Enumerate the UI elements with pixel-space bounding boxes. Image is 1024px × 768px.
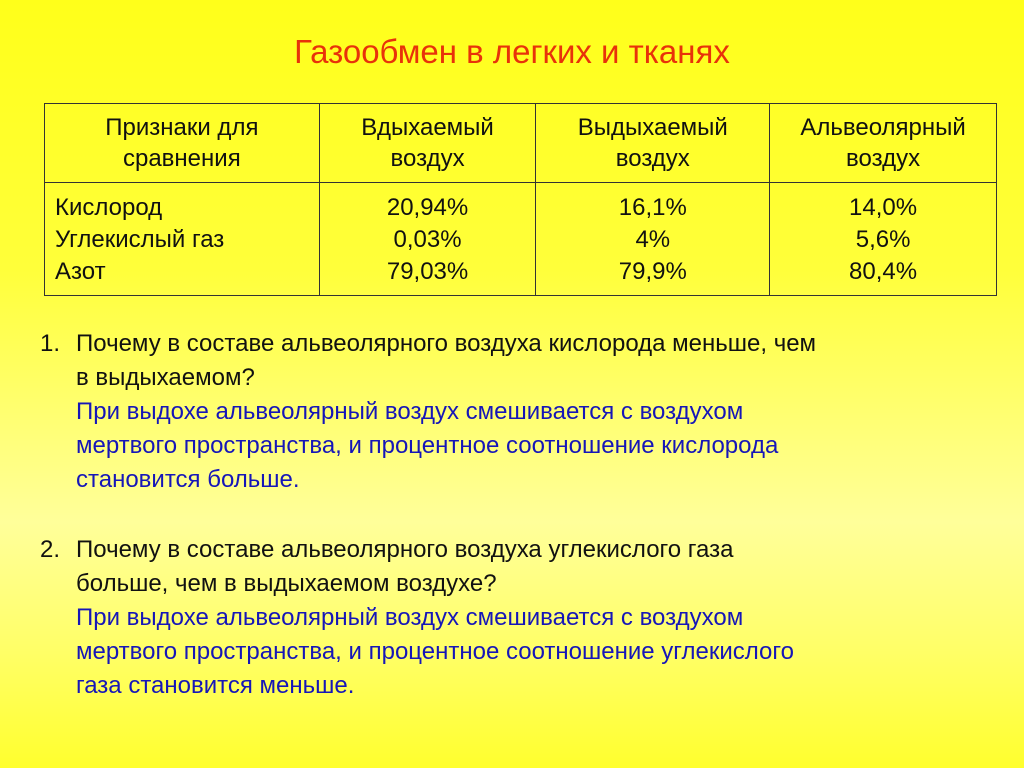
gas-name-nitrogen: Азот <box>55 258 106 285</box>
inhaled-values-cell <box>319 183 536 296</box>
answer-line: мертвого пространства, и процентное соотношение кислорода <box>76 432 779 459</box>
question-block-1 <box>40 327 1000 497</box>
header-inhaled-air <box>319 104 536 183</box>
question-text <box>76 533 1000 601</box>
header-line: Выдыхаемый <box>577 114 728 141</box>
header-line: воздух <box>615 145 690 172</box>
header-line: воздух <box>390 145 465 172</box>
header-line: воздух <box>846 145 921 172</box>
alveolar-nitrogen-value: 80,4% <box>849 258 918 285</box>
table-header-row <box>45 104 997 183</box>
slide-title: Газообмен в легких и тканях <box>294 33 730 70</box>
exhaled-oxygen-value: 16,1% <box>618 194 687 221</box>
question-line: в выдыхаемом? <box>76 364 255 391</box>
header-line: Альвеолярный <box>800 114 966 141</box>
question-1 <box>40 327 1000 395</box>
gas-names-cell <box>45 183 320 296</box>
answer-line: При выдохе альвеолярный воздух смешивается с воздухом <box>76 398 744 425</box>
alveolar-oxygen-value: 14,0% <box>849 194 918 221</box>
header-line: сравнения <box>122 145 241 172</box>
answer-1 <box>76 395 1000 497</box>
question-number: 1. <box>40 330 61 357</box>
header-line: Вдыхаемый <box>361 114 494 141</box>
question-text <box>76 327 1000 395</box>
question-line: Почему в составе альвеолярного воздуха углекислого газа <box>76 536 734 563</box>
table-row <box>45 183 997 296</box>
question-block-2 <box>40 533 1000 703</box>
alveolar-values-cell <box>770 183 997 296</box>
header-line: Признаки для <box>105 114 259 141</box>
alveolar-co2-value: 5,6% <box>855 226 911 253</box>
answer-line: При выдохе альвеолярный воздух смешивается с воздухом <box>76 604 744 631</box>
exhaled-co2-value: 4% <box>635 226 671 253</box>
question-2 <box>40 533 1000 601</box>
gas-comparison-table <box>44 103 997 296</box>
inhaled-nitrogen-value: 79,03% <box>386 258 469 285</box>
exhaled-values-cell <box>536 183 770 296</box>
question-line: больше, чем в выдыхаемом воздухе? <box>76 570 497 597</box>
inhaled-co2-value: 0,03% <box>393 226 462 253</box>
gas-name-oxygen: Кислород <box>55 194 163 221</box>
header-alveolar-air <box>770 104 997 183</box>
header-exhaled-air <box>536 104 770 183</box>
question-line: Почему в составе альвеолярного воздуха кислорода меньше, чем <box>76 330 817 357</box>
exhaled-nitrogen-value: 79,9% <box>618 258 687 285</box>
answer-line: мертвого пространства, и процентное соотношение углекислого <box>76 638 794 665</box>
answer-line: становится больше. <box>76 466 300 493</box>
answer-2 <box>76 601 1000 703</box>
inhaled-oxygen-value: 20,94% <box>386 194 469 221</box>
question-number: 2. <box>40 536 61 563</box>
header-criteria <box>45 104 320 183</box>
gas-name-carbon-dioxide: Углекислый газ <box>55 226 225 253</box>
answer-line: газа становится меньше. <box>76 672 355 699</box>
